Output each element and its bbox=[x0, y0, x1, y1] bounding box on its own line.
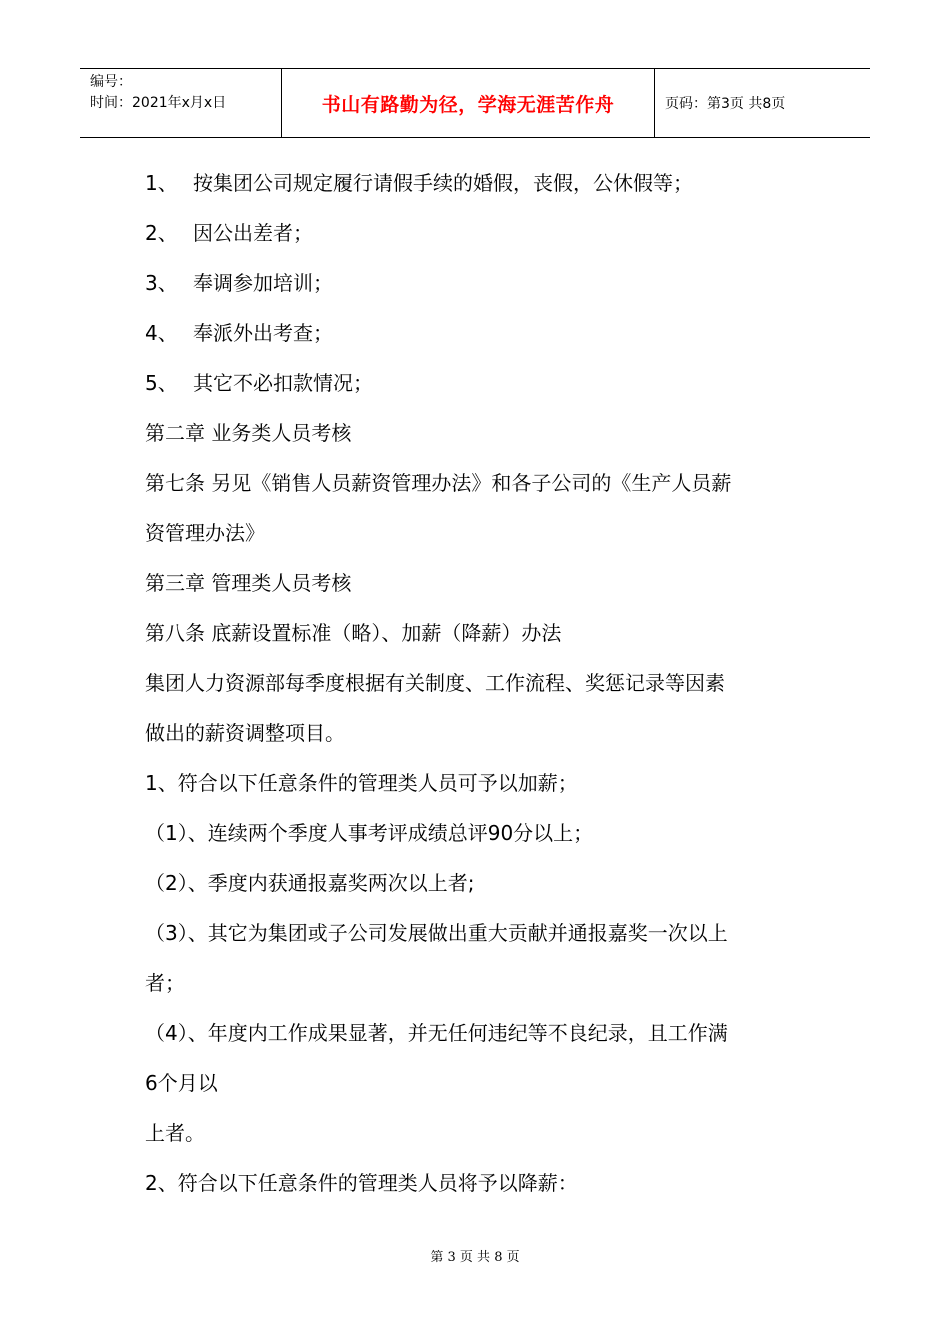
raise-condition-1: （1）、连续两个季度人事考评成绩总评90分以上； bbox=[145, 821, 594, 845]
list-item-number: 1、 bbox=[145, 171, 178, 195]
page-number-label: 页码：第3页 共8页 bbox=[665, 96, 786, 112]
list-item bbox=[145, 358, 825, 408]
list-item bbox=[145, 208, 825, 258]
paragraph-line: 做出的薪资调整项目。 bbox=[145, 721, 345, 745]
header-page-cell bbox=[655, 69, 870, 137]
list-item-text: 奉调参加培训； bbox=[193, 271, 333, 295]
list-item-number: 3、 bbox=[145, 271, 178, 295]
chapter-three-heading: 第三章 管理类人员考核 bbox=[145, 571, 352, 595]
raise-condition-4-line-3: 上者。 bbox=[145, 1121, 205, 1145]
list-item-number: 4、 bbox=[145, 321, 178, 345]
raise-condition-3-line-1: （3）、其它为集团或子公司发展做出重大贡献并通报嘉奖一次以上 bbox=[145, 921, 728, 945]
header-meta-cell bbox=[80, 69, 282, 137]
list-item-number: 5、 bbox=[145, 371, 178, 395]
raise-conditions-heading: 1、符合以下任意条件的管理类人员可予以加薪； bbox=[145, 771, 578, 795]
raise-condition-3-line-2: 者； bbox=[145, 971, 185, 995]
list-item-text: 其它不必扣款情况； bbox=[193, 371, 373, 395]
raise-condition-4-line-2: 6个月以 bbox=[145, 1071, 218, 1095]
raise-condition-2: （2）、季度内获通报嘉奖两次以上者; bbox=[145, 871, 475, 895]
list-item bbox=[145, 258, 825, 308]
article-eight-heading: 第八条 底薪设置标准（略）、加薪（降薪）办法 bbox=[145, 621, 562, 645]
list-item bbox=[145, 158, 825, 208]
list-item-text: 按集团公司规定履行请假手续的婚假，丧假，公休假等； bbox=[193, 171, 693, 195]
article-seven-line-1: 第七条 另见《销售人员薪资管理办法》和各子公司的《生产人员薪 bbox=[145, 471, 732, 495]
motto-text: 书山有路勤为径，学海无涯苦作舟 bbox=[321, 93, 615, 116]
list-item bbox=[145, 308, 825, 358]
list-item-text: 奉派外出考查； bbox=[193, 321, 333, 345]
page-footer: 第 3 页 共 8 页 bbox=[430, 1250, 520, 1265]
list-item-number: 2、 bbox=[145, 221, 178, 245]
article-seven-line-2: 资管理办法》 bbox=[145, 521, 265, 545]
header-motto-cell bbox=[282, 69, 655, 137]
page-header bbox=[80, 68, 870, 138]
paragraph-line: 集团人力资源部每季度根据有关制度、工作流程、奖惩记录等因素 bbox=[145, 671, 725, 695]
time-label: 时间：2021年x月x日 bbox=[90, 95, 227, 111]
serial-number-label: 编号： bbox=[90, 74, 132, 90]
chapter-two-heading: 第二章 业务类人员考核 bbox=[145, 421, 352, 445]
raise-condition-4-line-1: （4）、年度内工作成果显著，并无任何违纪等不良纪录，且工作满 bbox=[145, 1021, 728, 1045]
list-item-text: 因公出差者； bbox=[193, 221, 313, 245]
demotion-conditions-heading: 2、符合以下任意条件的管理类人员将予以降薪： bbox=[145, 1171, 578, 1195]
document-body bbox=[145, 158, 825, 1208]
